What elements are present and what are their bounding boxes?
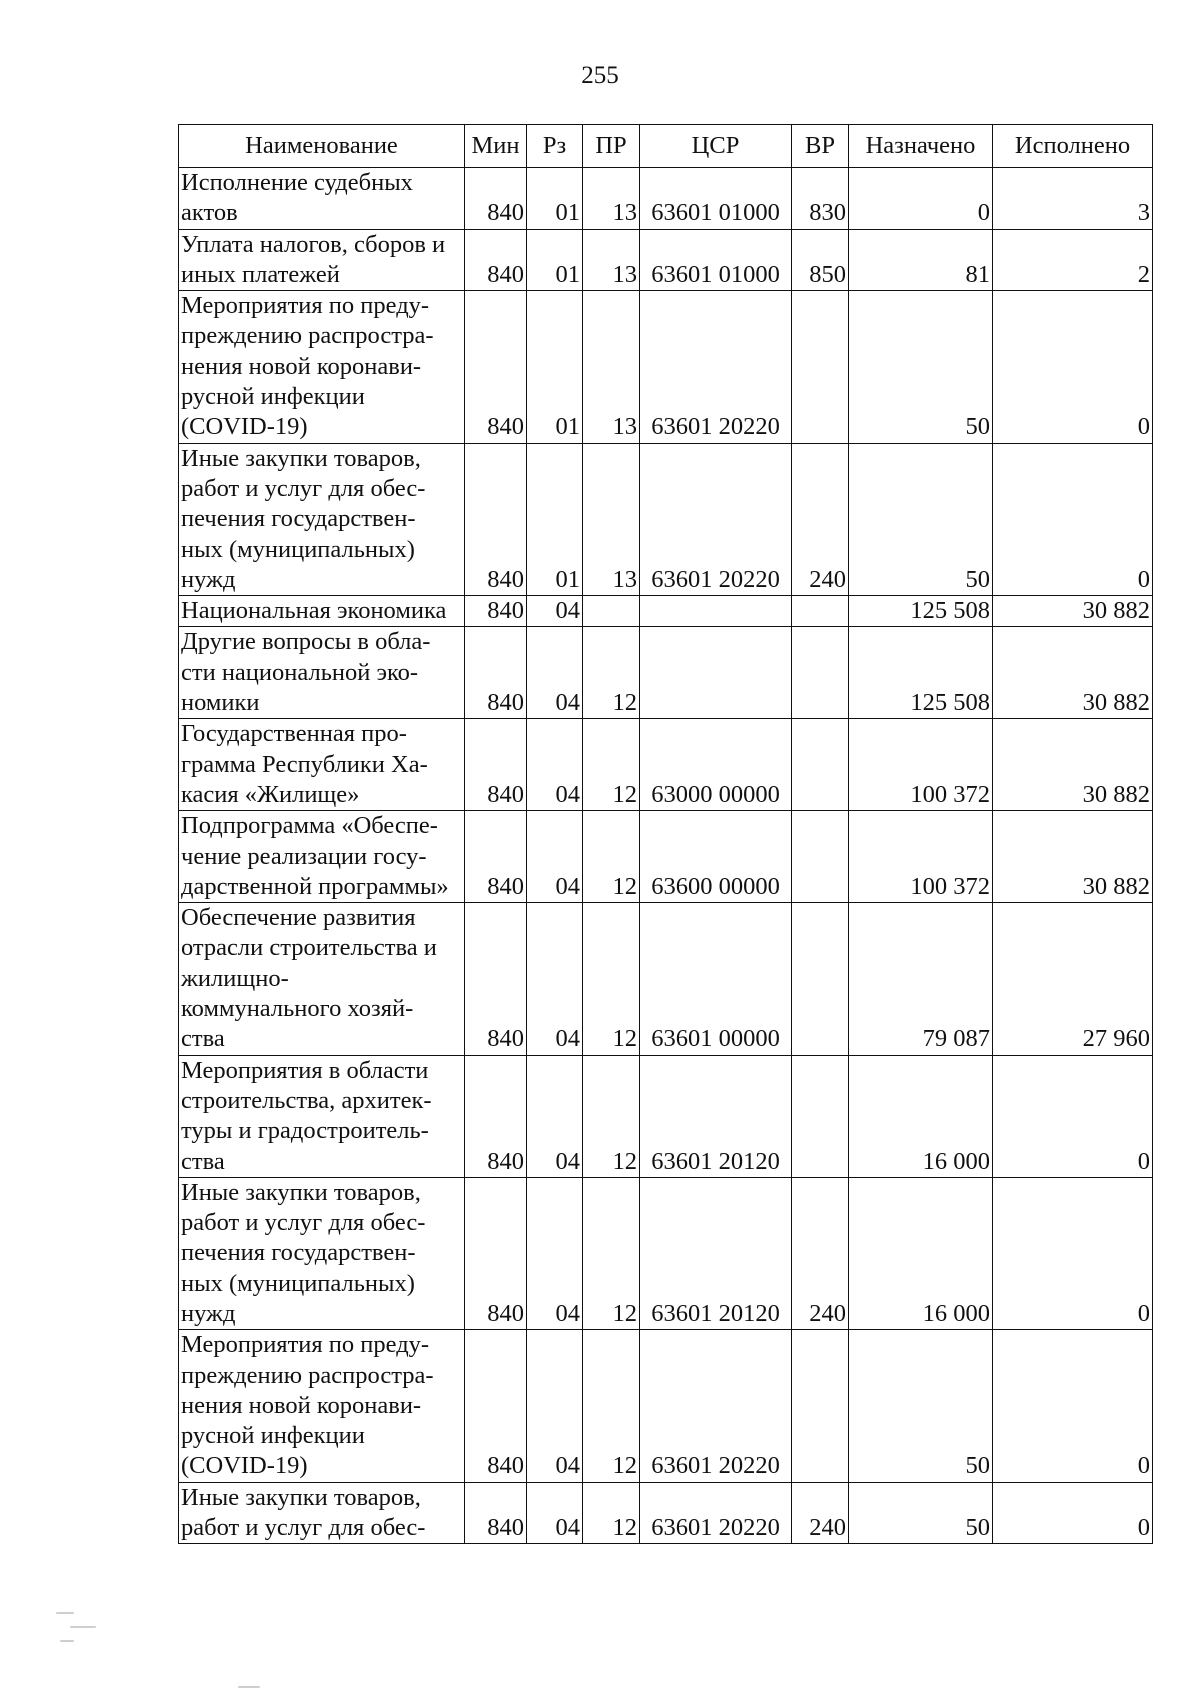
cell-rz: 04 [527, 903, 583, 1055]
cell-pr: 12 [583, 811, 640, 903]
header-executed: Исполнено [993, 125, 1153, 168]
cell-csr [640, 627, 792, 719]
cell-min: 840 [465, 168, 527, 230]
cell-csr: 63601 01000 [640, 168, 792, 230]
header-rz: Рз [527, 125, 583, 168]
cell-executed: 0 [993, 1055, 1153, 1177]
cell-executed: 0 [993, 291, 1153, 443]
table-row [179, 903, 1153, 1055]
cell-min: 840 [465, 1482, 527, 1544]
cell-executed: 30 882 [993, 811, 1153, 903]
page-number: 255 [581, 62, 619, 89]
cell-executed: 30 882 [993, 596, 1153, 627]
cell-min: 840 [465, 596, 527, 627]
cell-csr: 63601 20220 [640, 443, 792, 595]
cell-vr: 240 [792, 1482, 849, 1544]
cell-rz: 04 [527, 1330, 583, 1482]
cell-min: 840 [465, 719, 527, 811]
cell-assigned: 100 372 [849, 719, 993, 811]
cell-executed: 3 [993, 168, 1153, 230]
cell-executed: 0 [993, 1330, 1153, 1482]
cell-min: 840 [465, 1055, 527, 1177]
cell-executed: 30 882 [993, 627, 1153, 719]
cell-vr: 240 [792, 443, 849, 595]
table-row [179, 1330, 1153, 1482]
cell-assigned: 125 508 [849, 627, 993, 719]
cell-executed: 30 882 [993, 719, 1153, 811]
cell-name: Уплата налогов, сборов и иных платежей [179, 229, 465, 291]
header-vr: ВР [792, 125, 849, 168]
header-name: Наименование [179, 125, 465, 168]
cell-pr: 13 [583, 229, 640, 291]
table-row [179, 291, 1153, 443]
cell-name: Иные закупки товаров, работ и услуг для обес- печения государствен- ных (муниципальных) нужд [179, 443, 465, 595]
cell-min: 840 [465, 1177, 527, 1329]
cell-pr: 13 [583, 291, 640, 443]
cell-name: Мероприятия по преду- преждению распростра- нения новой коронави- русной инфекции (COVID-19) [179, 1330, 465, 1482]
cell-assigned: 0 [849, 168, 993, 230]
cell-min: 840 [465, 627, 527, 719]
cell-name: Иные закупки товаров, работ и услуг для обес- печения государствен- ных (муниципальных) нужд [179, 1177, 465, 1329]
cell-csr: 63601 20120 [640, 1055, 792, 1177]
cell-pr: 13 [583, 168, 640, 230]
cell-name: Исполнение судебных актов [179, 168, 465, 230]
cell-min: 840 [465, 229, 527, 291]
cell-vr [792, 1055, 849, 1177]
cell-pr: 12 [583, 1177, 640, 1329]
cell-rz: 01 [527, 168, 583, 230]
cell-assigned: 81 [849, 229, 993, 291]
cell-assigned: 16 000 [849, 1177, 993, 1329]
table-row [179, 596, 1153, 627]
cell-assigned: 50 [849, 1482, 993, 1544]
cell-csr: 63600 00000 [640, 811, 792, 903]
cell-csr: 63601 20220 [640, 291, 792, 443]
cell-rz: 04 [527, 1055, 583, 1177]
cell-min: 840 [465, 443, 527, 595]
cell-pr: 12 [583, 1055, 640, 1177]
header-min: Мин [465, 125, 527, 168]
cell-rz: 04 [527, 1482, 583, 1544]
cell-vr: 830 [792, 168, 849, 230]
cell-rz: 04 [527, 719, 583, 811]
cell-name: Другие вопросы в обла- сти национальной эко- номики [179, 627, 465, 719]
cell-min: 840 [465, 903, 527, 1055]
cell-vr: 240 [792, 1177, 849, 1329]
scan-smudge [238, 1686, 260, 1688]
cell-assigned: 125 508 [849, 596, 993, 627]
cell-name: Иные закупки товаров, работ и услуг для обес- [179, 1482, 465, 1544]
table-row [179, 1177, 1153, 1329]
table-row [179, 1055, 1153, 1177]
cell-rz: 04 [527, 596, 583, 627]
cell-assigned: 50 [849, 443, 993, 595]
cell-name: Национальная экономика [179, 596, 465, 627]
table-row [179, 719, 1153, 811]
cell-csr: 63601 20220 [640, 1330, 792, 1482]
cell-pr: 13 [583, 443, 640, 595]
cell-assigned: 50 [849, 1330, 993, 1482]
cell-rz: 04 [527, 1177, 583, 1329]
header-pr: ПР [583, 125, 640, 168]
cell-min: 840 [465, 291, 527, 443]
table-row [179, 443, 1153, 595]
cell-rz: 01 [527, 291, 583, 443]
header-row [179, 125, 1153, 168]
cell-rz: 04 [527, 811, 583, 903]
scan-smudge [60, 1640, 74, 1642]
cell-rz: 01 [527, 229, 583, 291]
table-row [179, 168, 1153, 230]
cell-rz: 04 [527, 627, 583, 719]
cell-vr [792, 291, 849, 443]
cell-csr: 63000 00000 [640, 719, 792, 811]
cell-min: 840 [465, 811, 527, 903]
cell-min: 840 [465, 1330, 527, 1482]
cell-name: Мероприятия в области строительства, архитек- туры и градостроитель- ства [179, 1055, 465, 1177]
cell-executed: 0 [993, 443, 1153, 595]
cell-pr: 12 [583, 1482, 640, 1544]
cell-assigned: 100 372 [849, 811, 993, 903]
cell-executed: 27 960 [993, 903, 1153, 1055]
cell-csr: 63601 01000 [640, 229, 792, 291]
cell-name: Обеспечение развития отрасли строительства и жилищно- коммунального хозяй- ства [179, 903, 465, 1055]
cell-vr [792, 811, 849, 903]
table-body [179, 168, 1153, 1544]
cell-vr [792, 1330, 849, 1482]
table-row [179, 811, 1153, 903]
cell-name: Государственная про- грамма Республики Ха- касия «Жилище» [179, 719, 465, 811]
cell-pr [583, 596, 640, 627]
scan-smudge [70, 1626, 96, 1628]
cell-csr [640, 596, 792, 627]
cell-pr: 12 [583, 627, 640, 719]
cell-pr: 12 [583, 1330, 640, 1482]
table-row [179, 1482, 1153, 1544]
cell-assigned: 50 [849, 291, 993, 443]
cell-vr [792, 903, 849, 1055]
cell-executed: 0 [993, 1482, 1153, 1544]
cell-name: Мероприятия по преду- преждению распростра- нения новой коронави- русной инфекции (COVID-19) [179, 291, 465, 443]
cell-vr [792, 719, 849, 811]
cell-csr: 63601 00000 [640, 903, 792, 1055]
cell-pr: 12 [583, 719, 640, 811]
cell-pr: 12 [583, 903, 640, 1055]
cell-executed: 2 [993, 229, 1153, 291]
scan-smudge [56, 1612, 74, 1614]
cell-vr [792, 627, 849, 719]
cell-assigned: 16 000 [849, 1055, 993, 1177]
cell-name: Подпрограмма «Обеспе- чение реализации госу- дарственной программы» [179, 811, 465, 903]
header-csr: ЦСР [640, 125, 792, 168]
cell-executed: 0 [993, 1177, 1153, 1329]
table-row [179, 627, 1153, 719]
cell-assigned: 79 087 [849, 903, 993, 1055]
budget-table [178, 124, 1153, 1544]
cell-rz: 01 [527, 443, 583, 595]
cell-csr: 63601 20120 [640, 1177, 792, 1329]
header-assigned: Назначено [849, 125, 993, 168]
cell-vr: 850 [792, 229, 849, 291]
cell-vr [792, 596, 849, 627]
table-row [179, 229, 1153, 291]
cell-csr: 63601 20220 [640, 1482, 792, 1544]
